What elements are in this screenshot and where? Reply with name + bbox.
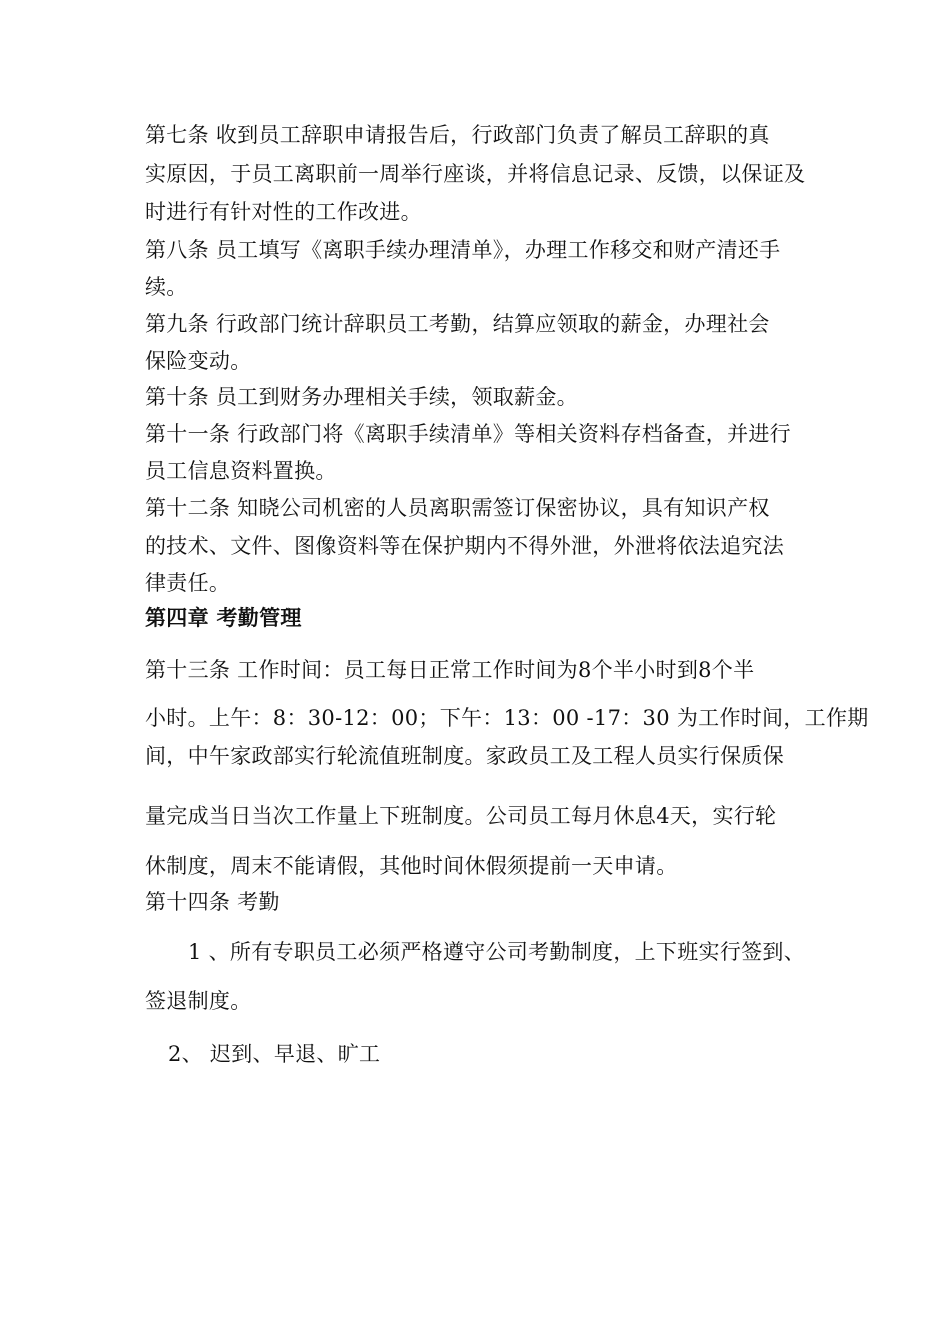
text-line: 时进行有针对性的工作改进。: [145, 200, 422, 224]
text-line: 签退制度。: [145, 989, 252, 1013]
text-line: 休制度，周末不能请假，其他时间休假须提前一天申请。: [145, 854, 678, 878]
text-line-article-7: 第七条 收到员工辞职申请报告后，行政部门负责了解员工辞职的真: [145, 123, 770, 147]
text-line-article-11: 第十一条 行政部门将《离职手续清单》等相关资料存档备查，并进行: [145, 422, 791, 446]
list-item-1: 1 、所有专职员工必须严格遵守公司考勤制度，上下班实行签到、: [188, 940, 806, 964]
text-line: 实原因，于员工离职前一周举行座谈，并将信息记录、反馈，以保证及: [145, 162, 806, 186]
text-line-article-13: 第十三条 工作时间：员工每日正常工作时间为8个半小时到8个半: [145, 658, 755, 682]
text-line-article-8: 第八条 员工填写《离职手续办理清单》，办理工作移交和财产清还手: [145, 238, 781, 262]
text-line: 的技术、文件、图像资料等在保护期内不得外泄，外泄将依法追究法: [145, 534, 784, 558]
text-line: 量完成当日当次工作量上下班制度。公司员工每月休息4天，实行轮: [145, 804, 777, 828]
text-line: 保险变动。: [145, 349, 252, 373]
text-line: 间，中午家政部实行轮流值班制度。家政员工及工程人员实行保质保: [145, 744, 784, 768]
chapter-heading: 第四章 考勤管理: [145, 606, 302, 630]
text-line-article-14: 第十四条 考勤: [145, 890, 280, 914]
text-line: 小时。上午：8：30-12：00；下午：13：00 -17：30 为工作时间，工作期: [145, 706, 869, 730]
text-line: 续。: [145, 275, 188, 299]
text-line-article-9: 第九条 行政部门统计辞职员工考勤，结算应领取的薪金，办理社会: [145, 312, 770, 336]
list-item-2: 2、 迟到、早退、旷工: [168, 1042, 381, 1066]
text-line-article-10: 第十条 员工到财务办理相关手续，领取薪金。: [145, 385, 578, 409]
text-line-article-12: 第十二条 知晓公司机密的人员离职需签订保密协议，具有知识产权: [145, 496, 770, 520]
text-line: 员工信息资料置换。: [145, 459, 337, 483]
text-line: 律责任。: [145, 571, 231, 595]
